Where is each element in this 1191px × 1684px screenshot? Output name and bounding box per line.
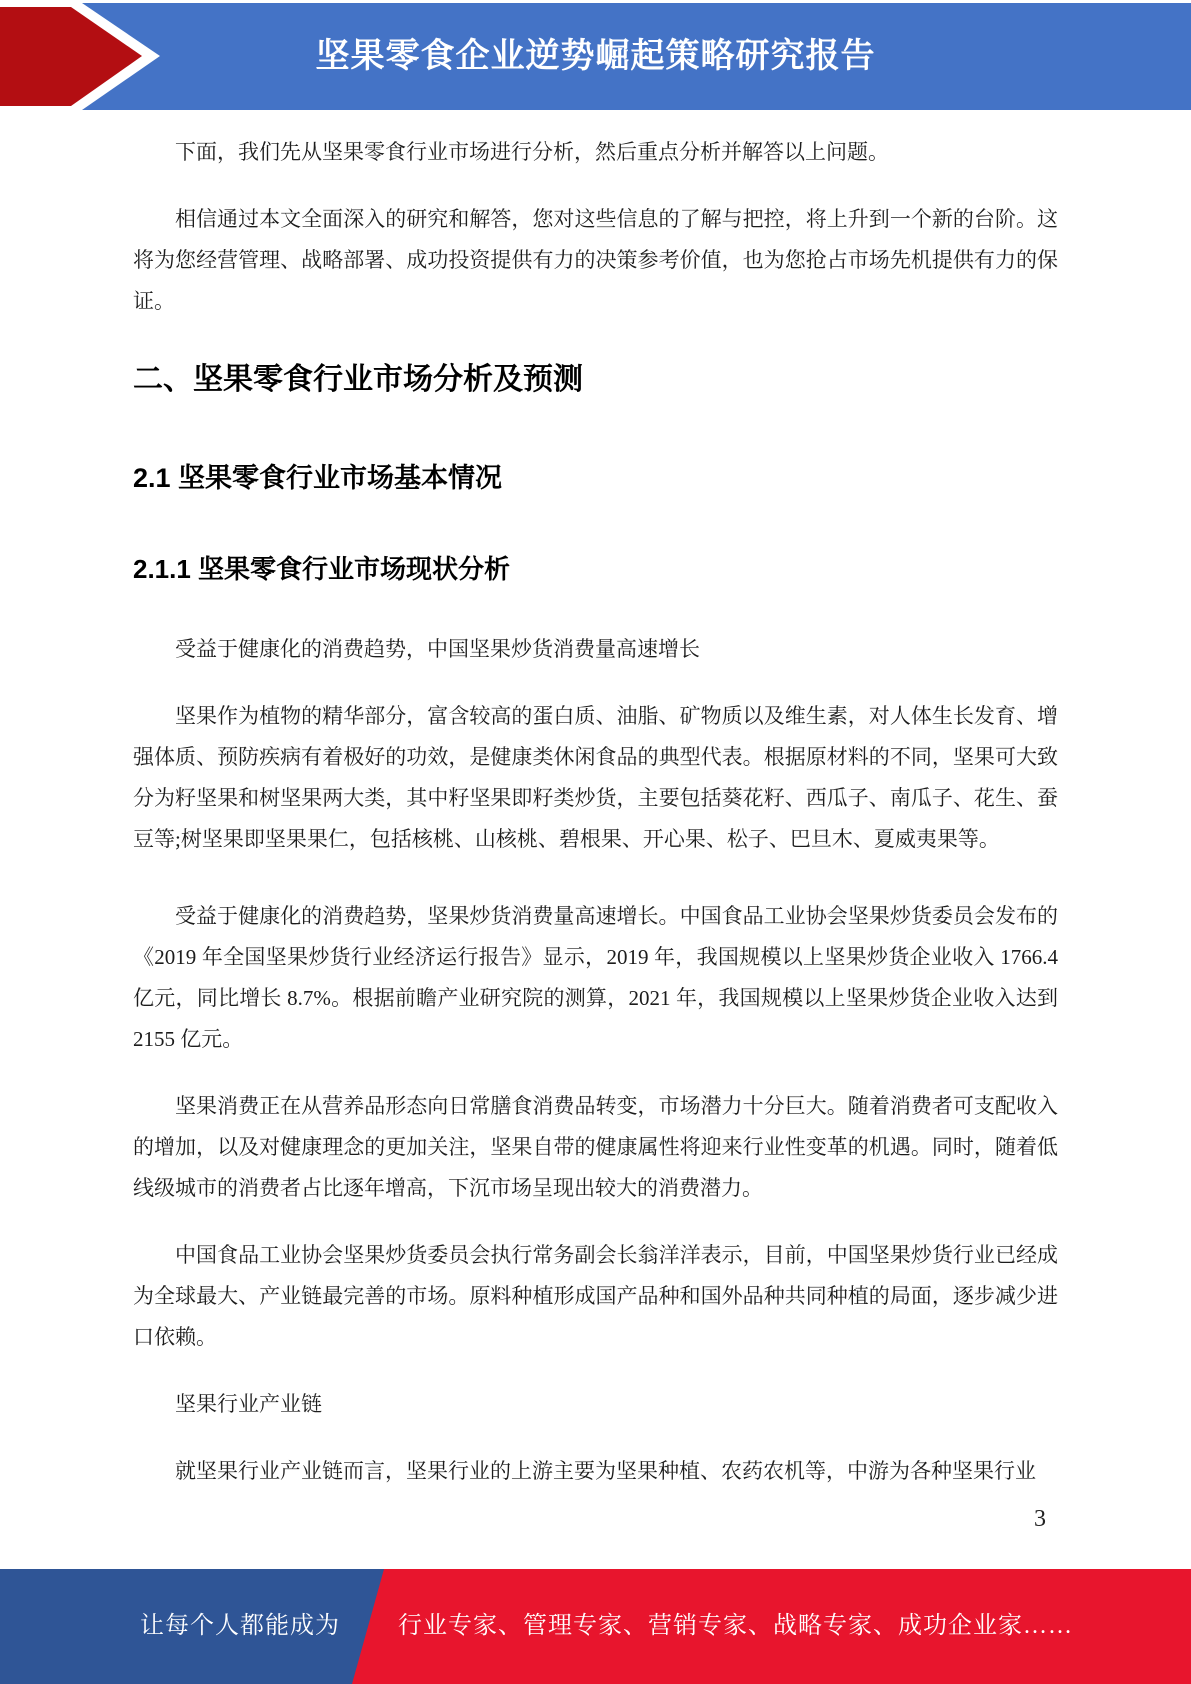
intro-paragraph: 下面，我们先从坚果零食行业市场进行分析，然后重点分析并解答以上问题。: [175, 140, 889, 164]
intro-paragraph: 相信通过本文全面深入的研究和解答，您对这些信息的了解与把控，将上升到一个新的台阶。这将为您经营管理、战略部署、成功投资提供有力的决策参考价值，也为您抢占市场先机提供有力的保证。: [133, 207, 1058, 313]
body-paragraph: 受益于健康化的消费趋势，坚果炒货消费量高速增长。中国食品工业协会坚果炒货委员会发布的《2019 年全国坚果炒货行业经济运行报告》显示，2019 年，我国规模以上坚果炒货企业收入 1766.4 亿元，同比增长 8.7%。根据前瞻产业研究院的测算，2021 年，我国规模以上坚果炒货企业收入达到 2155 亿元。: [133, 904, 1058, 1051]
footer-banner: [0, 1569, 1191, 1684]
body-paragraph: 坚果作为植物的精华部分，富含较高的蛋白质、油脂、矿物质以及维生素，对人体生长发育、增强体质、预防疾病有着极好的功效，是健康类休闲食品的典型代表。根据原材料的不同，坚果可大致分为籽坚果和树坚果两大类，其中籽坚果即籽类炒货，主要包括葵花籽、西瓜子、南瓜子、花生、蚕豆等;树坚果即坚果果仁，包括核桃、山核桃、碧根果、开心果、松子、巴旦木、夏威夷果等。: [133, 704, 1058, 851]
footer-slogan-left: 让每个人都能成为: [140, 1613, 340, 1639]
section-heading-level2: 2.1 坚果零食行业市场基本情况: [133, 463, 503, 493]
body-paragraph: 中国食品工业协会坚果炒货委员会执行常务副会长翁洋洋表示，目前，中国坚果炒货行业已经成为全球最大、产业链最完善的市场。原料种植形成国产品种和国外品种共同种植的局面，逐步减少进口依赖。: [133, 1243, 1058, 1349]
report-title: 坚果零食企业逆势崛起策略研究报告: [315, 37, 876, 75]
body-paragraph: 坚果消费正在从营养品形态向日常膳食消费品转变，市场潜力十分巨大。随着消费者可支配收入的增加，以及对健康理念的更加关注，坚果自带的健康属性将迎来行业性变革的机遇。同时，随着低线级城市的消费者占比逐年增高，下沉市场呈现出较大的消费潜力。: [133, 1094, 1058, 1200]
body-paragraph: 坚果行业产业链: [175, 1392, 322, 1416]
footer-slogan-right: 行业专家、管理专家、营销专家、战略专家、成功企业家……: [398, 1613, 1073, 1639]
section-heading-level3: 2.1.1 坚果零食行业市场现状分析: [133, 554, 511, 584]
document-body: [133, 110, 1058, 1533]
body-paragraph: 受益于健康化的消费趋势，中国坚果炒货消费量高速增长: [175, 637, 700, 661]
body-paragraph: 就坚果行业产业链而言，坚果行业的上游主要为坚果种植、农药农机等，中游为各种坚果行业: [175, 1459, 1036, 1483]
header-banner: [0, 3, 1191, 110]
section-heading-level1: 二、坚果零食行业市场分析及预测: [133, 363, 583, 396]
page-number: 3: [1034, 1506, 1046, 1532]
